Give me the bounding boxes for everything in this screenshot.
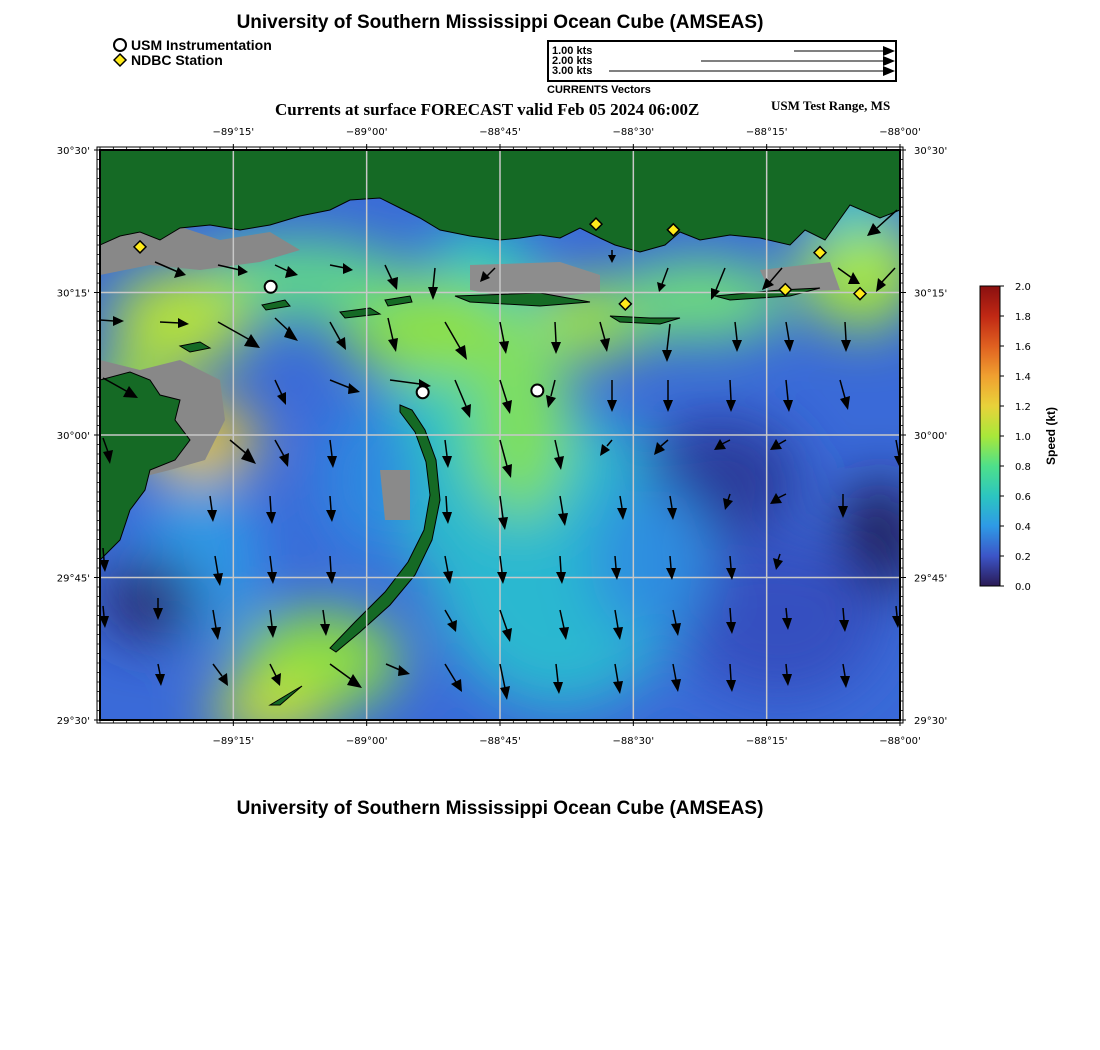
vector-key-label-1: 1.00 kts (552, 45, 593, 57)
colorbar (980, 282, 1058, 593)
test-range-label: USM Test Range, MS (771, 98, 891, 113)
colorbar-tick-label: 0.6 (1015, 492, 1031, 503)
lat-tick-label-left: 29°30' (56, 716, 90, 727)
lat-tick-label-left: 29°45' (56, 573, 90, 585)
colorbar-ramp (980, 286, 1000, 586)
usm-station-marker (417, 386, 429, 398)
lon-tick-label-bottom: −89°15' (212, 736, 255, 747)
lon-tick-label-top: −88°00' (879, 127, 921, 138)
colorbar-tick-label: 0.2 (1015, 552, 1031, 563)
lon-tick-label-bottom: −88°00' (879, 736, 921, 747)
colorbar-tick-label: 1.0 (1015, 432, 1031, 443)
lon-tick-label-top: −88°15' (745, 127, 788, 138)
usm-station-marker (531, 385, 543, 397)
lon-tick-label-top: −89°15' (212, 127, 255, 138)
lon-tick-label-bottom: −88°30' (612, 736, 655, 747)
colorbar-tick-label: 1.4 (1015, 372, 1031, 383)
lon-tick-label-top: −88°30' (612, 127, 655, 138)
footer-title: University of Southern Mississippi Ocean Cube (AMSEAS) (236, 798, 764, 819)
lat-tick-label-right: 29°30' (914, 716, 948, 727)
legend-usm-label: USM Instrumentation (131, 37, 272, 53)
lat-tick-label-right: 29°45' (914, 573, 948, 585)
colorbar-tick-label: 1.6 (1015, 342, 1031, 353)
colorbar-title: Speed (kt) (1044, 406, 1058, 466)
colorbar-tick-label: 2.0 (1015, 282, 1031, 293)
vector-key-label-2: 2.00 kts (552, 55, 593, 67)
colorbar-tick-label: 1.8 (1015, 312, 1031, 323)
lat-tick-label-left: 30°30' (56, 146, 90, 157)
vector-key-caption: CURRENTS Vectors (547, 84, 651, 96)
lon-tick-label-bottom: −89°00' (345, 736, 388, 747)
main-title: University of Southern Mississippi Ocean Cube (AMSEAS) (236, 12, 764, 33)
lon-tick-label-top: −88°45' (479, 127, 521, 138)
lat-tick-label-left: 30°00' (56, 431, 90, 442)
lon-tick-label-bottom: −88°45' (479, 736, 521, 747)
vector-key-label-3: 3.00 kts (552, 65, 593, 77)
colorbar-tick-label: 0.8 (1015, 462, 1031, 473)
lat-tick-label-right: 30°00' (914, 431, 948, 442)
speed-field (90, 150, 920, 740)
legend-ndbc-label: NDBC Station (131, 52, 223, 68)
colorbar-tick-label: 1.2 (1015, 402, 1031, 413)
colorbar-ticks (1000, 282, 1031, 593)
usm-station-marker (265, 281, 277, 293)
lat-tick-label-right: 30°15' (914, 288, 948, 300)
forecast-subtitle: Currents at surface FORECAST valid Feb 05 2024 06:00Z (275, 100, 700, 119)
lon-tick-label-bottom: −88°15' (745, 736, 788, 747)
colorbar-tick-label: 0.0 (1015, 582, 1031, 593)
lon-tick-label-top: −89°00' (345, 127, 388, 138)
lat-tick-label-right: 30°30' (914, 146, 948, 157)
colorbar-tick-label: 0.4 (1015, 522, 1031, 533)
lat-tick-label-left: 30°15' (56, 288, 90, 300)
